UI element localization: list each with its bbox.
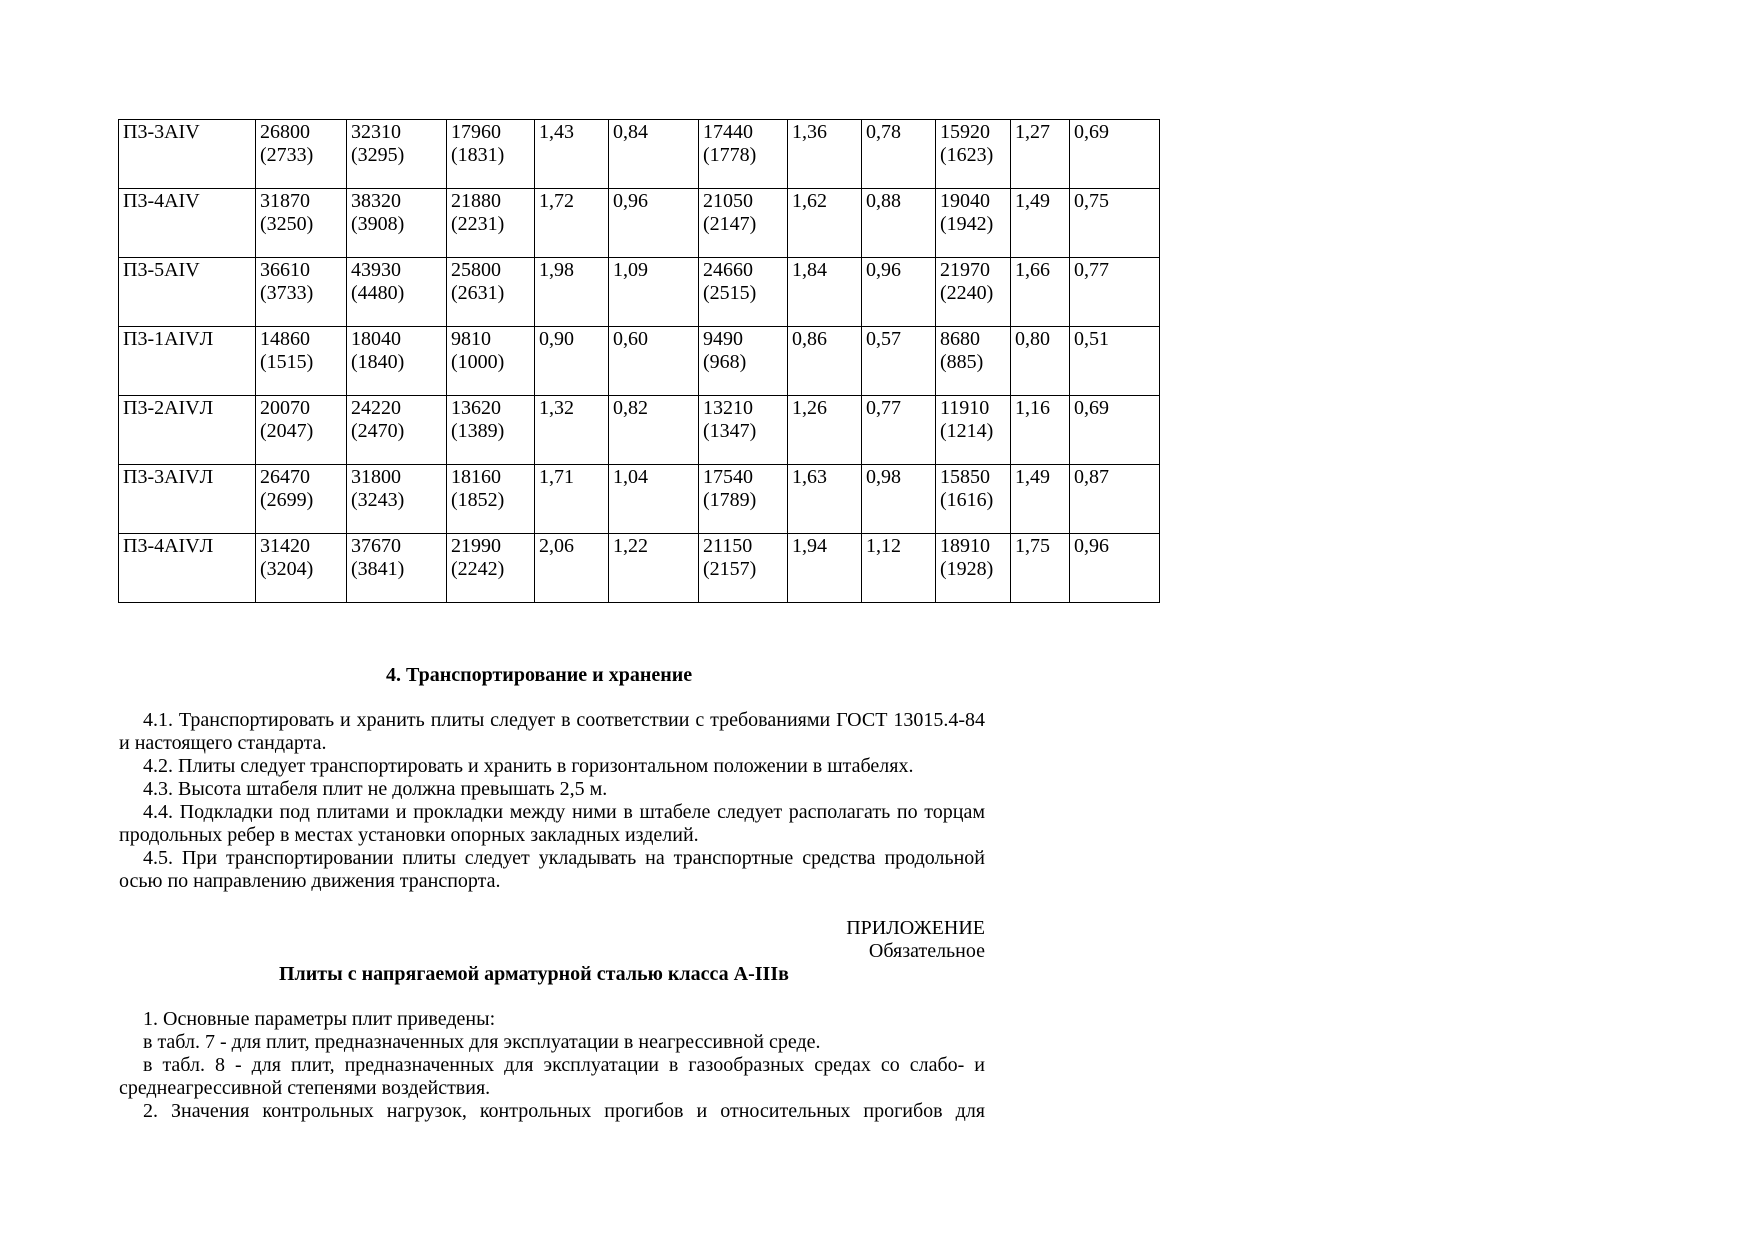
table-cell: 18040 (1840) bbox=[347, 327, 447, 396]
table-cell: 1,66 bbox=[1011, 258, 1070, 327]
table-cell: 20070 (2047) bbox=[256, 396, 347, 465]
table-cell: 0,77 bbox=[1070, 258, 1160, 327]
table-cell: 0,69 bbox=[1070, 396, 1160, 465]
table-cell: 1,27 bbox=[1011, 120, 1070, 189]
table-cell: 1,49 bbox=[1011, 189, 1070, 258]
appendix-paragraph-4: 2. Значения контрольных нагрузок, контрольных прогибов и относительных прогибов для bbox=[143, 1100, 985, 1122]
table-row bbox=[119, 534, 1160, 603]
table-cell: 24220 (2470) bbox=[347, 396, 447, 465]
plate-mark-cell: П3-5AIV bbox=[119, 258, 256, 327]
table-cell: 1,94 bbox=[788, 534, 862, 603]
table-cell: 21050 (2147) bbox=[699, 189, 788, 258]
table-row bbox=[119, 327, 1160, 396]
table-row bbox=[119, 396, 1160, 465]
table-cell: 0,75 bbox=[1070, 189, 1160, 258]
table-cell: 31420 (3204) bbox=[256, 534, 347, 603]
table-cell: 25800 (2631) bbox=[447, 258, 535, 327]
plate-parameters-table bbox=[118, 119, 1160, 603]
table-cell: 11910 (1214) bbox=[936, 396, 1011, 465]
table-cell: 21970 (2240) bbox=[936, 258, 1011, 327]
table-cell: 0,86 bbox=[788, 327, 862, 396]
appendix-paragraph-2: в табл. 7 - для плит, предназначенных для эксплуатации в неагрессивной среде. bbox=[143, 1031, 821, 1053]
table-cell: 37670 (3841) bbox=[347, 534, 447, 603]
paragraph-4-3: 4.3. Высота штабеля плит не должна превышать 2,5 м. bbox=[143, 778, 608, 800]
plate-mark-cell: П3-4AIV bbox=[119, 189, 256, 258]
table-cell: 2,06 bbox=[535, 534, 609, 603]
table-cell: 31870 (3250) bbox=[256, 189, 347, 258]
plate-mark-cell: П3-4AIVЛ bbox=[119, 534, 256, 603]
table-cell: 1,75 bbox=[1011, 534, 1070, 603]
table-cell: 1,22 bbox=[609, 534, 699, 603]
table-cell: 31800 (3243) bbox=[347, 465, 447, 534]
table-cell: 1,71 bbox=[535, 465, 609, 534]
table-cell: 1,98 bbox=[535, 258, 609, 327]
table-cell: 1,12 bbox=[862, 534, 936, 603]
table-cell: 17960 (1831) bbox=[447, 120, 535, 189]
table-cell: 24660 (2515) bbox=[699, 258, 788, 327]
table-cell: 0,78 bbox=[862, 120, 936, 189]
table-cell: 21880 (2231) bbox=[447, 189, 535, 258]
table-cell: 13620 (1389) bbox=[447, 396, 535, 465]
paragraph-4-1: 4.1. Транспортировать и хранить плиты следует в соответствии с требованиями ГОСТ 13015.4-84 и настоящего стандарта. bbox=[119, 709, 985, 754]
table-cell: 21150 (2157) bbox=[699, 534, 788, 603]
table-cell: 17540 (1789) bbox=[699, 465, 788, 534]
table-cell: 18160 (1852) bbox=[447, 465, 535, 534]
table-cell: 1,62 bbox=[788, 189, 862, 258]
table-cell: 21990 (2242) bbox=[447, 534, 535, 603]
table-cell: 15920 (1623) bbox=[936, 120, 1011, 189]
table-cell: 0,84 bbox=[609, 120, 699, 189]
table-cell: 0,98 bbox=[862, 465, 936, 534]
table-cell: 9490 (968) bbox=[699, 327, 788, 396]
table-cell: 1,43 bbox=[535, 120, 609, 189]
appendix-status: Обязательное bbox=[868, 940, 985, 962]
paragraph-4-4: 4.4. Подкладки под плитами и прокладки между ними в штабеле следует располагать по торцам продольных ребер в местах установки опорных закладных изделий. bbox=[119, 801, 985, 846]
table-cell: 0,96 bbox=[609, 189, 699, 258]
appendix-paragraph-3: в табл. 8 - для плит, предназначенных для эксплуатации в газообразных средах со слабо- и среднеагрессивной степенями воздействия. bbox=[119, 1054, 985, 1099]
table-cell: 0,60 bbox=[609, 327, 699, 396]
table-cell: 1,84 bbox=[788, 258, 862, 327]
table-cell: 8680 (885) bbox=[936, 327, 1011, 396]
table-cell: 32310 (3295) bbox=[347, 120, 447, 189]
table-cell: 1,04 bbox=[609, 465, 699, 534]
paragraph-4-5: 4.5. При транспортировании плиты следует укладывать на транспортные средства продольной осью по направлению движения транспорта. bbox=[119, 847, 985, 892]
table-cell: 1,16 bbox=[1011, 396, 1070, 465]
table-cell: 0,90 bbox=[535, 327, 609, 396]
appendix-paragraph-1: 1. Основные параметры плит приведены: bbox=[143, 1008, 496, 1030]
table-cell: 26470 (2699) bbox=[256, 465, 347, 534]
table-cell: 36610 (3733) bbox=[256, 258, 347, 327]
table-cell: 0,82 bbox=[609, 396, 699, 465]
table-cell: 26800 (2733) bbox=[256, 120, 347, 189]
table-cell: 0,96 bbox=[1070, 534, 1160, 603]
table-row bbox=[119, 465, 1160, 534]
table-cell: 1,72 bbox=[535, 189, 609, 258]
table-cell: 9810 (1000) bbox=[447, 327, 535, 396]
plate-mark-cell: П3-1AIVЛ bbox=[119, 327, 256, 396]
table-cell: 43930 (4480) bbox=[347, 258, 447, 327]
table-body bbox=[119, 120, 1160, 603]
table-cell: 13210 (1347) bbox=[699, 396, 788, 465]
plate-mark-cell: П3-2AIVЛ bbox=[119, 396, 256, 465]
table-cell: 15850 (1616) bbox=[936, 465, 1011, 534]
table-cell: 38320 (3908) bbox=[347, 189, 447, 258]
appendix-title: Плиты с напрягаемой арматурной сталью класса А-IIIв bbox=[279, 963, 789, 985]
table-cell: 0,87 bbox=[1070, 465, 1160, 534]
table-cell: 1,36 bbox=[788, 120, 862, 189]
table-cell: 1,26 bbox=[788, 396, 862, 465]
table-cell: 1,49 bbox=[1011, 465, 1070, 534]
appendix-label: ПРИЛОЖЕНИЕ bbox=[846, 917, 985, 939]
plate-mark-cell: П3-3AIV bbox=[119, 120, 256, 189]
table-cell: 0,57 bbox=[862, 327, 936, 396]
table-cell: 14860 (1515) bbox=[256, 327, 347, 396]
table-row bbox=[119, 120, 1160, 189]
table-cell: 19040 (1942) bbox=[936, 189, 1011, 258]
table-cell: 17440 (1778) bbox=[699, 120, 788, 189]
table-cell: 0,88 bbox=[862, 189, 936, 258]
table-cell: 18910 (1928) bbox=[936, 534, 1011, 603]
paragraph-4-2: 4.2. Плиты следует транспортировать и хранить в горизонтальном положении в штабелях. bbox=[143, 755, 914, 777]
table-cell: 0,51 bbox=[1070, 327, 1160, 396]
table-cell: 1,32 bbox=[535, 396, 609, 465]
table-row bbox=[119, 258, 1160, 327]
table-cell: 0,80 bbox=[1011, 327, 1070, 396]
plate-mark-cell: П3-3AIVЛ bbox=[119, 465, 256, 534]
table-cell: 0,96 bbox=[862, 258, 936, 327]
section-4-title: 4. Транспортирование и хранение bbox=[386, 664, 693, 686]
table-cell: 1,63 bbox=[788, 465, 862, 534]
table-row bbox=[119, 189, 1160, 258]
table-cell: 0,69 bbox=[1070, 120, 1160, 189]
table-cell: 1,09 bbox=[609, 258, 699, 327]
table-cell: 0,77 bbox=[862, 396, 936, 465]
